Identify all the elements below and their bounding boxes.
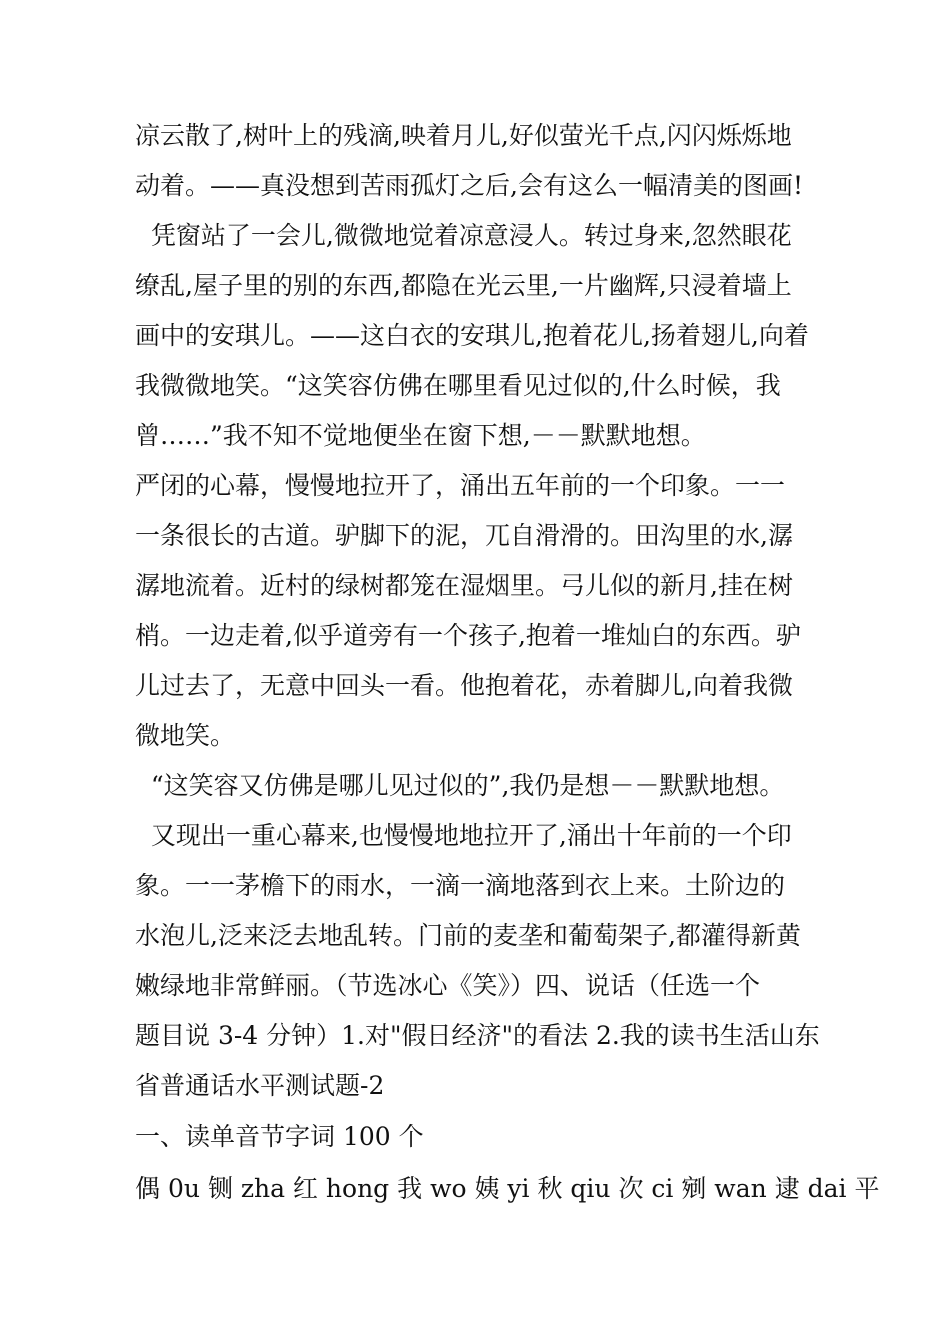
text-line: 一条很长的古道。驴脚下的泥，兀自滑滑的。田沟里的水,潺 — [135, 521, 793, 550]
text-line: 动着。——真没想到苦雨孤灯之后,会有这么一幅清美的图画! — [135, 171, 803, 200]
text-line: 题目说 3-4 分钟）1.对"假日经济"的看法 2.我的读书生活山东 — [135, 1021, 820, 1050]
section-heading: 一、读单音节字词 100 个 — [135, 1122, 424, 1151]
text-line: 微地笑。 — [135, 721, 236, 750]
text-line: 潺地流着。近村的绿树都笼在湿烟里。弓儿似的新月,挂在树 — [135, 571, 793, 600]
text-line: 儿过去了，无意中回头一看。他抱着花，赤着脚儿,向着我微 — [135, 671, 793, 700]
text-line: 省普通话水平测试题-2 — [135, 1071, 385, 1100]
text-line: 曾……”我不知不觉地便坐在窗下想,－－默默地想。 — [135, 421, 706, 450]
text-line: 严闭的心幕，慢慢地拉开了，涌出五年前的一个印象。一一 — [135, 471, 786, 500]
text-line: 嫩绿地非常鲜丽。（节选冰心《笑》）四、说话（任选一个 — [135, 971, 761, 1000]
text-line: 偶 0u 铡 zha 红 hong 我 wo 姨 yi 秋 qiu 次 ci 剜 wan 逮 dai 平 — [135, 1174, 880, 1203]
text-line: 梢。一边走着,似乎道旁有一个孩子,抱着一堆灿白的东西。驴 — [135, 621, 801, 650]
text-line: 画中的安琪儿。——这白衣的安琪儿,抱着花儿,扬着翅儿,向着 — [135, 321, 809, 350]
text-line: “这笑容又仿佛是哪儿见过似的”,我仍是想－－默默地想。 — [135, 771, 785, 800]
text-line: 象。一一茅檐下的雨水，一滴一滴地落到衣上来。土阶边的 — [135, 871, 786, 900]
text-line: 又现出一重心幕来,也慢慢地地拉开了,涌出十年前的一个印 — [135, 821, 792, 850]
text-line: 凉云散了,树叶上的残滴,映着月儿,好似萤光千点,闪闪烁烁地 — [135, 121, 792, 150]
text-line: 凭窗站了一会儿,微微地觉着凉意浸人。转过身来,忽然眼花 — [135, 221, 792, 250]
text-line: 缭乱,屋子里的别的东西,都隐在光云里,一片幽辉,只浸着墙上 — [135, 271, 792, 300]
text-line: 我微微地笑。“这笑容仿佛在哪里看见过似的,什么时候，我 — [135, 371, 781, 400]
text-line: 水泡儿,泛来泛去地乱转。门前的麦垄和葡萄架子,都灌得新黄 — [135, 921, 801, 950]
